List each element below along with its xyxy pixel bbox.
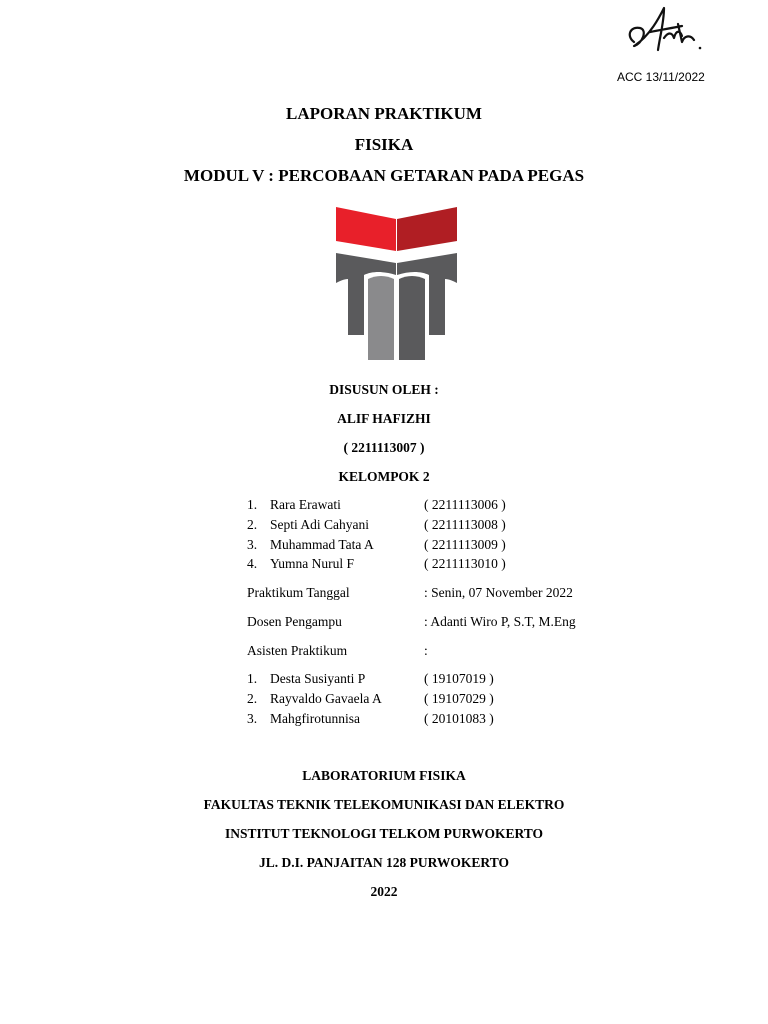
logo-red-right — [397, 207, 457, 251]
subject-title: FISIKA — [354, 135, 414, 154]
logo-red-left — [336, 207, 396, 251]
footer-institute: INSTITUT TEKNOLOGI TELKOM PURWOKERTO — [224, 826, 543, 841]
list-item: 4. Yumna Nurul F ( 2211113010 ) — [247, 556, 506, 571]
module-title: MODUL V : PERCOBAAN GETARAN PADA PEGAS — [183, 166, 585, 185]
footer-faculty: FAKULTAS TEKNIK TELEKOMUNIKASI DAN ELEKTRO — [203, 797, 565, 812]
list-item: 1. Desta Susiyanti P ( 19107019 ) — [247, 671, 494, 686]
logo-gray-center-right — [399, 276, 425, 360]
logo-gray-center-left — [368, 276, 394, 360]
list-item: 1. Rara Erawati ( 2211113006 ) — [247, 497, 506, 512]
approval-date: ACC 13/11/2022 — [617, 70, 705, 84]
footer-year: 2022 — [370, 884, 398, 899]
author-name: ALIF HAFIZHI — [337, 411, 431, 426]
author-heading: DISUSUN OLEH : — [329, 382, 439, 397]
footer-lab: LABORATORIUM FISIKA — [302, 768, 466, 783]
info-row-date: Praktikum Tanggal : Senin, 07 November 2022 — [247, 585, 573, 600]
signature-mark — [620, 6, 704, 58]
report-title: LAPORAN PRAKTIKUM — [286, 104, 482, 123]
author-id: ( 2211113007 ) — [343, 440, 425, 455]
list-item: 2. Rayvaldo Gavaela A ( 19107029 ) — [247, 691, 494, 706]
list-item: 3. Mahgfirotunnisa ( 20101083 ) — [247, 711, 494, 726]
info-row-assistant: Asisten Praktikum : — [247, 643, 428, 658]
group-label: KELOMPOK 2 — [338, 469, 430, 484]
list-item: 2. Septi Adi Cahyani ( 2211113008 ) — [247, 517, 506, 532]
footer-address: JL. D.I. PANJAITAN 128 PURWOKERTO — [259, 855, 509, 870]
institute-logo — [336, 205, 457, 360]
list-item: 3. Muhammad Tata A ( 2211113009 ) — [247, 537, 506, 552]
info-row-lecturer: Dosen Pengampu : Adanti Wiro P, S.T, M.Eng — [247, 614, 576, 629]
